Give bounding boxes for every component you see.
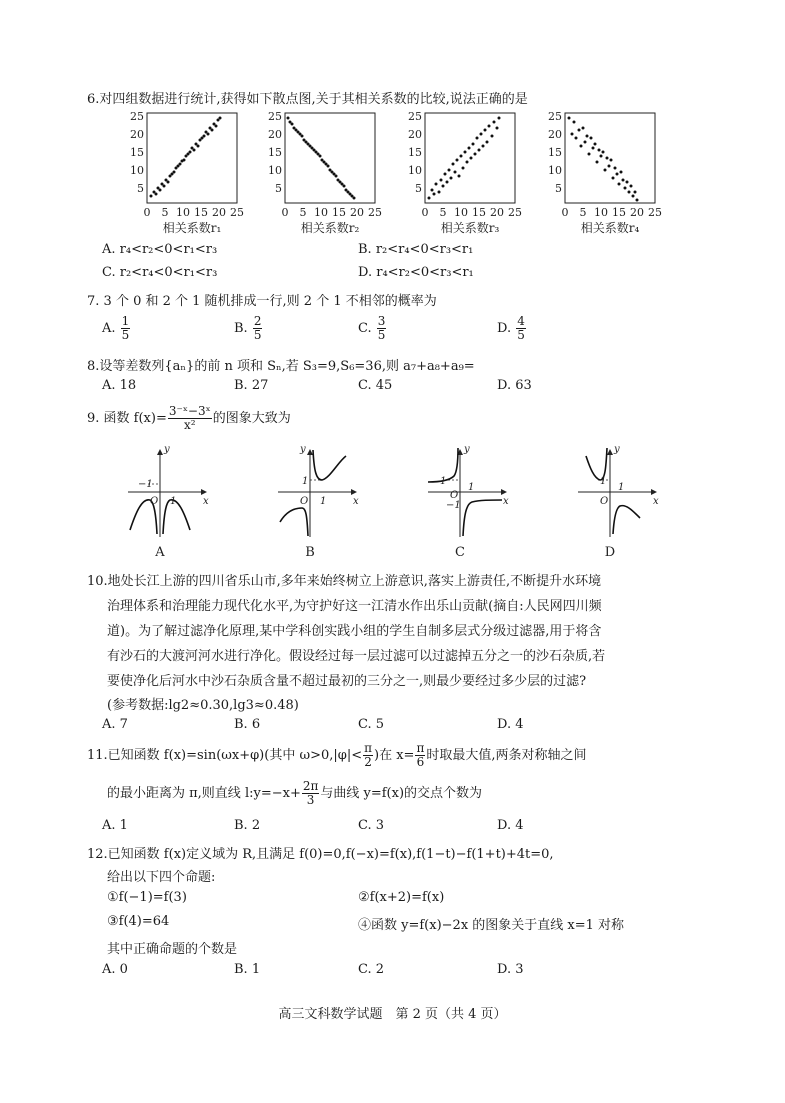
plot1-points — [150, 117, 222, 198]
q7-option-b-num: 2 — [253, 314, 262, 328]
q7-option-c-den: 5 — [377, 328, 386, 342]
q12-option-b: B. 1 — [234, 962, 261, 977]
q9-graph-c-label: C — [455, 545, 465, 560]
q9-d-axis-x: x — [653, 496, 659, 507]
plot3-ytick: 15 — [408, 146, 422, 159]
q9-b-axis-y: y — [300, 444, 306, 455]
plot3-xtick: 10 — [454, 206, 468, 219]
q10-line: 要使净化后河水中沙石杂质含量不超过最初的三分之一,则最少要经过多少层的过滤? — [107, 674, 587, 689]
plot1-ytick: 25 — [130, 110, 144, 123]
q7-option-d-den: 5 — [517, 328, 525, 342]
q9-stem — [87, 405, 291, 432]
plot2-ytick: 5 — [275, 182, 282, 195]
q9-graphs — [110, 442, 670, 560]
plot2-ytick: 15 — [268, 146, 282, 159]
q7-option-d-label: D. — [497, 321, 512, 336]
q7-option-d-num: 4 — [517, 314, 525, 328]
q12-option-c: C. 2 — [358, 962, 385, 977]
q11-part1: 11.已知函数 f(x)=sin(ωx+φ)(其中 ω>0,|φ|< — [87, 748, 363, 763]
q11-option-a: A. 1 — [102, 818, 128, 833]
plot4-xtick: 0 — [561, 206, 569, 219]
q9-graph-a-label: A — [155, 545, 165, 560]
scatter-plot-2 — [268, 110, 382, 235]
q7-option-b-label: B. — [234, 321, 248, 336]
q9-graph-d-label: D — [604, 545, 616, 560]
plot4-ytick: 10 — [548, 164, 562, 177]
plot2-ytick: 20 — [268, 128, 282, 141]
scatter-plot-4 — [548, 110, 662, 235]
q10-option-d: D. 4 — [497, 717, 524, 732]
q7-option-d — [497, 315, 527, 342]
q8-option-c: C. 45 — [358, 378, 393, 393]
q11-option-d: D. 4 — [497, 818, 524, 833]
q12-line2: 给出以下四个命题: — [107, 870, 216, 885]
q7-option-c-label: C. — [358, 321, 372, 336]
q9-a-axis-x: x — [203, 496, 209, 507]
q10-option-b: B. 6 — [234, 717, 261, 732]
q11-frac2-num: π — [416, 741, 425, 755]
q9-b-axis-x: x — [353, 496, 359, 507]
q7-option-a-den: 5 — [121, 328, 130, 342]
scatter-plot-1 — [130, 110, 244, 235]
q9-a-mark-x: 1 — [170, 496, 177, 507]
q11-stem-line2 — [107, 780, 482, 807]
plot4-points — [568, 117, 639, 202]
q12-prop-1: ①f(−1)=f(3) — [107, 890, 187, 905]
q9-b-mark-o: O — [300, 496, 309, 507]
plot3-ytick: 5 — [415, 182, 422, 195]
plot1-xtick: 15 — [194, 206, 208, 219]
q7-option-a-num: 1 — [121, 314, 130, 328]
plot2-ytick: 10 — [268, 164, 282, 177]
plot1-xtick: 5 — [161, 206, 169, 219]
plot1-ytick: 20 — [130, 128, 144, 141]
q7-option-b — [234, 315, 263, 342]
plot4-ytick: 5 — [555, 182, 562, 195]
q9-d-mark-o: O — [600, 496, 609, 507]
plot1-xtick: 20 — [212, 206, 226, 219]
q9-c-mark-o: O — [450, 490, 459, 501]
q9-b-mark-y: 1 — [302, 476, 309, 487]
q11-stem-line1 — [87, 742, 586, 769]
q9-graph-a — [128, 444, 209, 560]
plot4-xtick: 15 — [612, 206, 626, 219]
plot1-caption: 相关系数r₁ — [162, 221, 222, 235]
plot1-ytick: 10 — [130, 164, 144, 177]
q11-line2b: 与曲线 y=f(x)的交点个数为 — [320, 786, 483, 801]
q9-d-axis-y: y — [614, 444, 620, 455]
plot4-xtick: 25 — [648, 206, 662, 219]
q7-option-c — [358, 315, 387, 342]
q11-frac1-den: 2 — [364, 755, 372, 769]
plot4-caption: 相关系数r₄ — [580, 221, 640, 235]
q6-option-b: B. r₂<r₄<0<r₃<r₁ — [358, 242, 474, 257]
plot4-ytick: 20 — [548, 128, 562, 141]
q8-option-a: A. 18 — [102, 378, 137, 393]
q7-option-b-den: 5 — [253, 328, 262, 342]
q9-b-mark-x: 1 — [320, 496, 327, 507]
q7-option-c-num: 3 — [377, 314, 386, 328]
q6-stem: 6.对四组数据进行统计,获得如下散点图,关于其相关系数的比较,说法正确的是 — [87, 92, 528, 107]
q9-c-mark-y2: −1 — [446, 500, 461, 511]
plot2-xtick: 5 — [299, 206, 307, 219]
plot3-xtick: 5 — [439, 206, 447, 219]
q9-a-axis-y: y — [164, 444, 170, 455]
q12-option-d: D. 3 — [497, 962, 524, 977]
plot3-xtick: 0 — [421, 206, 429, 219]
plot4-xtick: 5 — [579, 206, 587, 219]
q9-c-mark-y: 1 — [440, 476, 447, 487]
q9-graph-c — [428, 444, 509, 560]
plot1-xtick: 0 — [143, 206, 151, 219]
q11-frac2-den: 6 — [416, 755, 425, 769]
q9-frac-num: 3⁻ˣ−3ˣ — [168, 404, 211, 418]
plot2-xtick: 10 — [314, 206, 328, 219]
q9-suffix: 的图象大致为 — [212, 411, 291, 426]
q7-option-a-label: A. — [102, 321, 116, 336]
plot2-caption: 相关系数r₂ — [300, 221, 360, 235]
q9-c-mark-x: 1 — [468, 482, 475, 493]
q9-c-axis-x: x — [503, 496, 509, 507]
q11-option-b: B. 2 — [234, 818, 261, 833]
plot3-xtick: 25 — [508, 206, 522, 219]
q11-option-c: C. 3 — [358, 818, 385, 833]
q9-frac-den: x² — [183, 418, 196, 432]
q10-line: 10.地处长江上游的四川省乐山市,多年来始终树立上游意识,落实上游责任,不断提升水环境 — [87, 574, 602, 589]
plot4-ytick: 25 — [548, 110, 562, 123]
q12-prop-2: ②f(x+2)=f(x) — [358, 890, 445, 905]
q6-option-a: A. r₄<r₂<0<r₁<r₃ — [102, 242, 218, 257]
plot3-ytick: 20 — [408, 128, 422, 141]
plot2-ytick: 25 — [268, 110, 282, 123]
plot4-ytick: 15 — [548, 146, 562, 159]
plot2-xtick: 25 — [368, 206, 382, 219]
q7-option-a — [102, 315, 131, 342]
q10-line: 道)。为了解过滤净化原理,某中学科创实践小组的学生自制多层式分级过滤器,用于将含 — [107, 624, 602, 639]
plot4-xtick: 10 — [594, 206, 608, 219]
plot2-points — [287, 117, 356, 200]
q9-c-axis-y: y — [464, 444, 470, 455]
q12-line-end: 其中正确命题的个数是 — [107, 942, 238, 957]
q8-option-d: D. 63 — [497, 378, 532, 393]
q10-line: (参考数据:lg2≈0.30,lg3≈0.48) — [107, 698, 299, 713]
plot1-ytick: 15 — [130, 146, 144, 159]
q9-a-mark-y: −1 — [138, 479, 153, 490]
plot3-points — [428, 117, 501, 200]
q11-frac3-num: 2π — [302, 779, 319, 793]
q11-part3: 时取最大值,两条对称轴之间 — [426, 748, 587, 763]
q9-a-mark-o: O — [150, 496, 159, 507]
q6-scatter-plots — [120, 108, 750, 238]
plot2-xtick: 15 — [332, 206, 346, 219]
plot3-ytick: 25 — [408, 110, 422, 123]
q10-line: 治理体系和治理能力现代化水平,为守护好这一江清水作出乐山贡献(摘自:人民网四川频 — [107, 599, 602, 614]
q10-option-c: C. 5 — [358, 717, 385, 732]
q9-d-mark-x: 1 — [618, 482, 625, 493]
scatter-plot-3 — [408, 110, 522, 235]
q11-part2: )在 x= — [374, 748, 415, 763]
plot1-xtick: 25 — [230, 206, 244, 219]
page-footer: 高三文科数学试题 第 2 页（共 4 页） — [278, 1007, 507, 1022]
plot3-xtick: 15 — [472, 206, 486, 219]
q10-line: 有沙石的大渡河河水进行净化。假设经过每一层过滤可以过滤掉五分之一的沙石杂质,若 — [107, 649, 606, 664]
q8-option-b: B. 27 — [234, 378, 269, 393]
q8-stem: 8.设等差数列{aₙ}的前 n 项和 Sₙ,若 S₃=9,S₆=36,则 a₇+a₈+a₉= — [87, 359, 475, 374]
q6-option-d: D. r₄<r₂<0<r₃<r₁ — [358, 265, 474, 280]
q12-option-a: A. 0 — [102, 962, 128, 977]
plot1-ytick: 5 — [137, 182, 144, 195]
plot4-xtick: 20 — [630, 206, 644, 219]
q9-graph-b-label: B — [305, 545, 315, 560]
plot3-xtick: 20 — [490, 206, 504, 219]
plot3-ytick: 10 — [408, 164, 422, 177]
q12-prop-3: ③f(4)=64 — [107, 914, 170, 929]
q10-option-a: A. 7 — [102, 717, 128, 732]
q9-graph-b — [278, 444, 359, 560]
q9-prefix: 9. 函数 f(x)= — [87, 411, 167, 426]
q12-line1: 12.已知函数 f(x)定义域为 R,且满足 f(0)=0,f(−x)=f(x),f(1−t)−f(1+t)+4t=0, — [87, 847, 554, 862]
plot1-xtick: 10 — [176, 206, 190, 219]
q11-line2a: 的最小距离为 π,则直线 l:y=−x+ — [107, 786, 301, 801]
q9-graph-d — [578, 444, 659, 560]
plot3-caption: 相关系数r₃ — [440, 221, 500, 235]
q11-frac3-den: 3 — [306, 793, 315, 807]
q9-d-mark-y: 1 — [600, 476, 607, 487]
plot2-xtick: 0 — [281, 206, 289, 219]
plot2-xtick: 20 — [350, 206, 364, 219]
q12-prop-4: ④函数 y=f(x)−2x 的图象关于直线 x=1 对称 — [358, 918, 625, 933]
q6-option-c: C. r₂<r₄<0<r₁<r₃ — [102, 265, 218, 280]
q11-frac1-num: π — [364, 741, 373, 755]
q7-stem: 7. 3 个 0 和 2 个 1 随机排成一行,则 2 个 1 不相邻的概率为 — [87, 294, 437, 309]
